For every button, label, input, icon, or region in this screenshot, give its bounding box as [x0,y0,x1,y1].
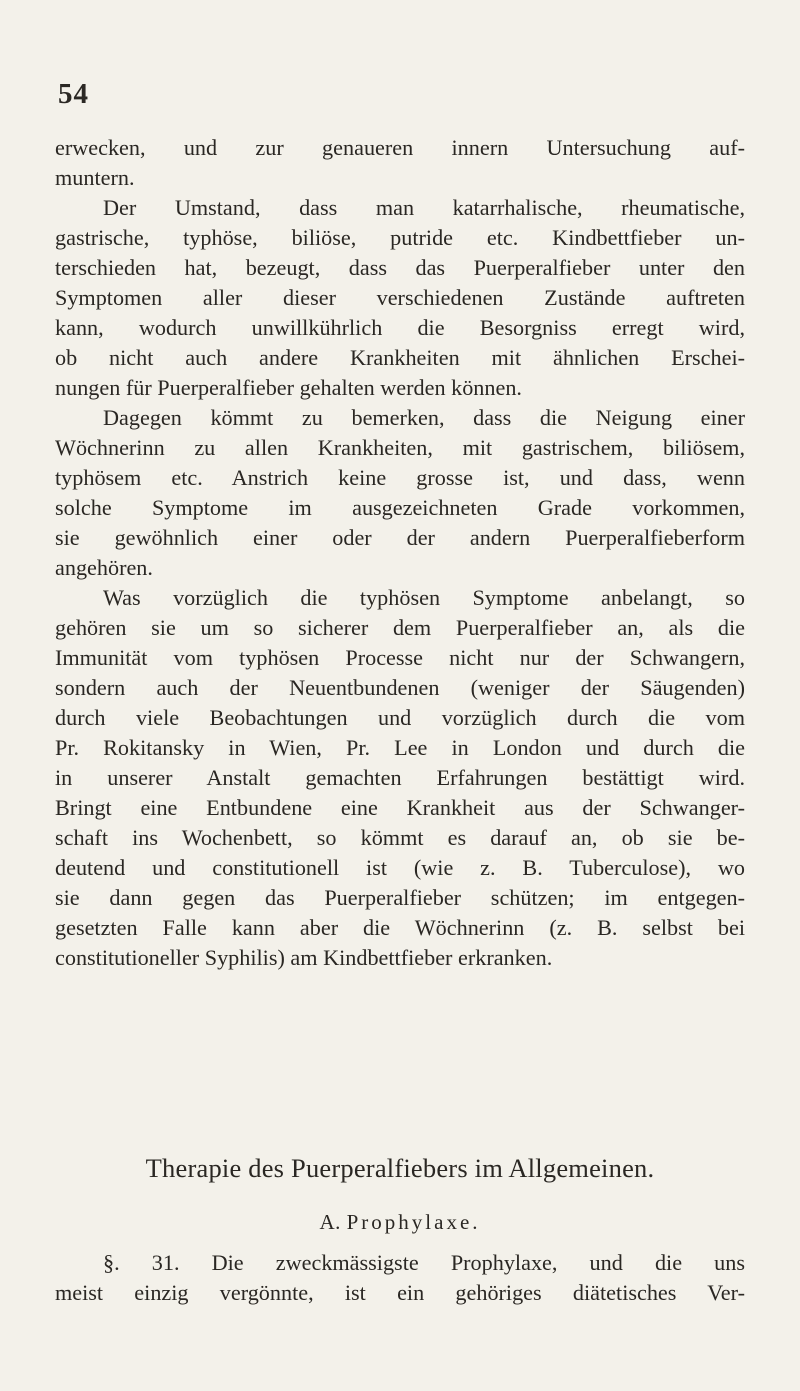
text-line: Dagegen kömmt zu bemerken, dass die Neigung einer [103,405,745,430]
text-line: gesetzten Falle kann aber die Wöchnerinn (z. B. selbst bei [55,915,745,940]
body-text [55,133,745,973]
paragraph-text [55,1248,745,1308]
subsection-title: Prophylaxe. [346,1210,481,1234]
text-line: sie gewöhnlich einer oder der andern Puerperalfieberform [55,525,745,550]
text-line: Symptomen aller dieser verschiedenen Zustände auftreten [55,285,745,310]
text-line: sie dann gegen das Puerperalfieber schützen; im entgegen- [55,885,745,910]
text-line: erwecken, und zur genaueren innern Untersuchung auf- [55,135,745,160]
text-line: terschieden hat, bezeugt, dass das Puerperalfieber unter den [55,255,745,280]
text-line: in unserer Anstalt gemachten Erfahrungen bestättigt wird. [55,765,745,790]
text-line: angehören. [55,555,153,580]
text-line: §. 31. Die zweckmässigste Prophylaxe, und die uns [103,1250,745,1275]
text-line: durch viele Beobachtungen und vorzüglich durch die vom [55,705,745,730]
subsection-letter: A. [319,1210,341,1234]
page-number: 54 [58,78,89,110]
text-line: nungen für Puerperalfieber gehalten werden können. [55,375,522,400]
text-line: kann, wodurch unwillkührlich die Besorgniss erregt wird, [55,315,745,340]
text-line: Bringt eine Entbundene eine Krankheit aus der Schwanger- [55,795,745,820]
text-line: meist einzig vergönnte, ist ein gehöriges diätetisches Ver- [55,1280,745,1305]
text-line: Immunität vom typhösen Processe nicht nur der Schwangern, [55,645,745,670]
subsection-heading [0,1210,800,1235]
text-line: typhösem etc. Anstrich keine grosse ist, und dass, wenn [55,465,745,490]
text-line: Pr. Rokitansky in Wien, Pr. Lee in London und durch die [55,735,745,760]
text-line: ob nicht auch andere Krankheiten mit ähnlichen Erschei- [55,345,745,370]
text-line: Was vorzüglich die typhösen Symptome anbelangt, so [103,585,745,610]
text-line: gehören sie um so sicherer dem Puerperalfieber an, als die [55,615,745,640]
text-line: Der Umstand, dass man katarrhalische, rheumatische, [103,195,745,220]
text-line: gastrische, typhöse, biliöse, putride etc. Kindbettfieber un- [55,225,745,250]
text-line: Wöchnerinn zu allen Krankheiten, mit gastrischem, biliösem, [55,435,745,460]
text-line: solche Symptome im ausgezeichneten Grade vorkommen, [55,495,745,520]
text-line: sondern auch der Neuentbundenen (weniger der Säugenden) [55,675,745,700]
text-line: schaft ins Wochenbett, so kömmt es darauf an, ob sie be- [55,825,745,850]
text-line: constitutioneller Syphilis) am Kindbettfieber erkranken. [55,945,553,970]
text-line: muntern. [55,165,135,190]
text-line: deutend und constitutionell ist (wie z. B. Tuberculose), wo [55,855,745,880]
section-heading: Therapie des Puerperalfiebers im Allgemeinen. [145,1153,655,1183]
